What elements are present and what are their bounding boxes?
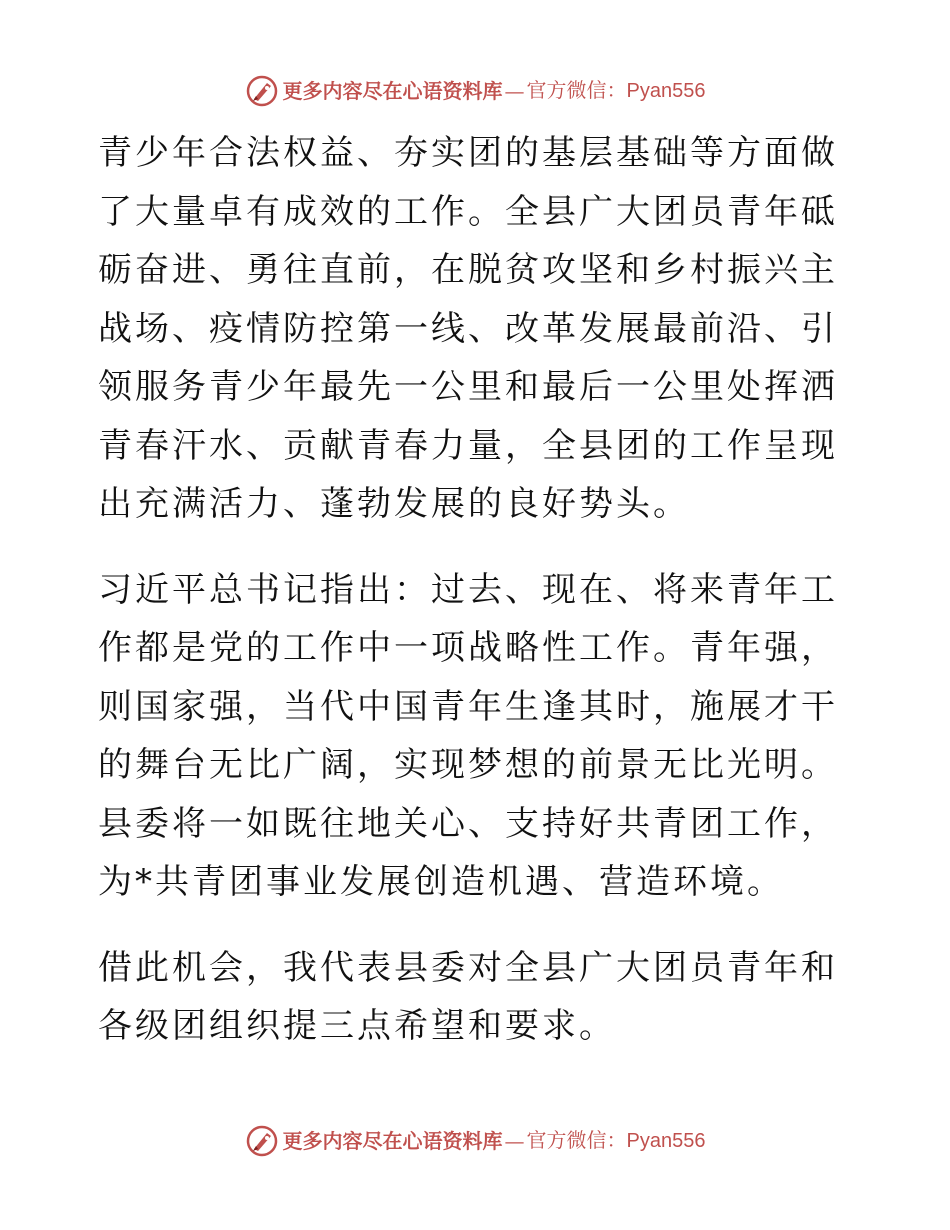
document-body [98, 124, 850, 1056]
watermark-wechat: 官方微信：Pyan556 [526, 80, 706, 102]
quill-pen-logo-icon [245, 74, 279, 108]
quill-pen-logo-icon [245, 1124, 279, 1158]
paragraph-3: 借此机会，我代表县委对全县广大团员青年和各级团组织提三点希望和要求。 [98, 947, 838, 1046]
watermark-wechat: 官方微信：Pyan556 [526, 1130, 706, 1152]
watermark-brand: 更多内容尽在心语资料库 [282, 1129, 503, 1153]
watermark-dash: — [504, 79, 525, 103]
paragraph-2: 习近平总书记指出：过去、现在、将来青年工作都是党的工作中一项战略性工作。青年强，则国家强，当代中国青年生逢其时，施展才干的舞台无比广阔，实现梦想的前景无比光明。县委将一如既往地关心、支持好共青团工作，为*共青团事业发展创造机遇、营造环境。 [98, 569, 838, 902]
header-watermark [0, 74, 950, 108]
paragraph-1: 青少年合法权益、夯实团的基层基础等方面做了大量卓有成效的工作。全县广大团员青年砥砺奋进、勇往直前，在脱贫攻坚和乡村振兴主战场、疫情防控第一线、改革发展最前沿、引领服务青少年最先一公里和最后一公里处挥洒青春汗水、贡献青春力量，全县团的工作呈现出充满活力、蓬勃发展的良好势头。 [98, 133, 838, 524]
watermark-dash: — [504, 1129, 525, 1153]
watermark-brand: 更多内容尽在心语资料库 [282, 79, 503, 103]
footer-watermark [0, 1124, 950, 1158]
